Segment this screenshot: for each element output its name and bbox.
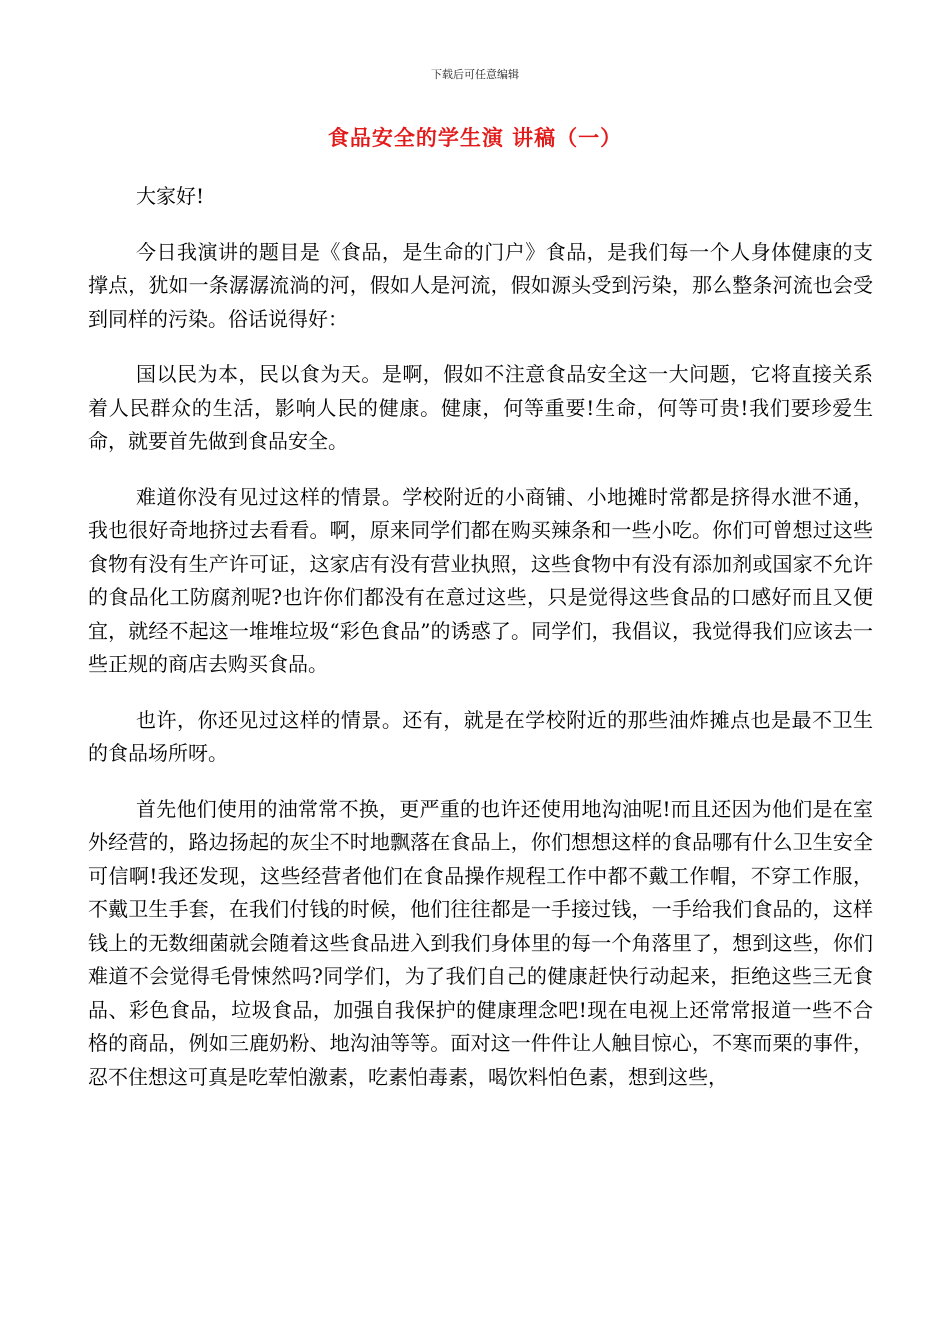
paragraph-intro: 今日我演讲的题目是《食品，是生命的门户》食品，是我们每一个人身体健康的支撑点，犹如一条潺潺流淌的河，假如人是河流，假如源头受到污染，那么整条河流也会受到同样的污染。俗话说得好： [88,239,873,331]
paragraph-fried-food-stalls: 也许，你还见过这样的情景。还有，就是在学校附近的那些油炸摊点也是最不卫生的食品场所呀。 [88,707,873,765]
paragraph-street-shops: 难道你没有见过这样的情景。学校附近的小商铺、小地摊时常都是挤得水泄不通，我也很好奇地挤过去看看。啊，原来同学们都在购买辣条和一些小吃。你们可曾想过这些食物有没有生产许可证，这家店有没有营业执照，这些食物中有没有添加剂或国家不允许的食品化工防腐剂呢?也许你们都没有在意过这些，只是觉得这些食品的口感好而且又便宜，就经不起这一堆堆垃圾“彩色食品”的诱惑了。同学们，我倡议，我觉得我们应该去一些正规的商店去购买食品。 [88,484,873,676]
header-note: 下载后可任意编辑 [431,68,519,81]
paragraph-hygiene-concerns: 首先他们使用的油常常不换，更严重的也许还使用地沟油呢!而且还因为他们是在室外经营的，路边扬起的灰尘不时地飘落在食品上，你们想想这样的食品哪有什么卫生安全可信啊!我还发现，这些经营者他们在食品操作规程工作中都不戴工作帽，不穿工作服，不戴卫生手套，在我们付钱的时候，他们往往都是一手接过钱，一手给我们食品的，这样钱上的无数细菌就会随着这些食品进入到我们身体里的每一个角落里了，想到这些，你们难道不会觉得毛骨悚然吗?同学们，为了我们自己的健康赶快行动起来，拒绝这些三无食品、彩色食品，垃圾食品，加强自我保护的健康理念吧!现在电视上还常常报道一些不合格的商品，例如三鹿奶粉、地沟油等等。面对这一件件让人触目惊心，不寒而栗的事件，忍不住想这可真是吃荤怕激素，吃素怕毒素，喝饮料怕色素，想到这些， [88,796,873,1089]
paragraph-greeting: 大家好! [136,184,205,208]
paragraph-proverb: 国以民为本，民以食为天。是啊，假如不注意食品安全这一大问题，它将直接关系着人民群众的生活，影响人民的健康。健康，何等重要!生命，何等可贵!我们要珍爱生命，就要首先做到食品安全。 [88,362,873,453]
document-body [88,180,873,1116]
document-title: 食品安全的学生演 讲稿（一） [327,125,623,150]
